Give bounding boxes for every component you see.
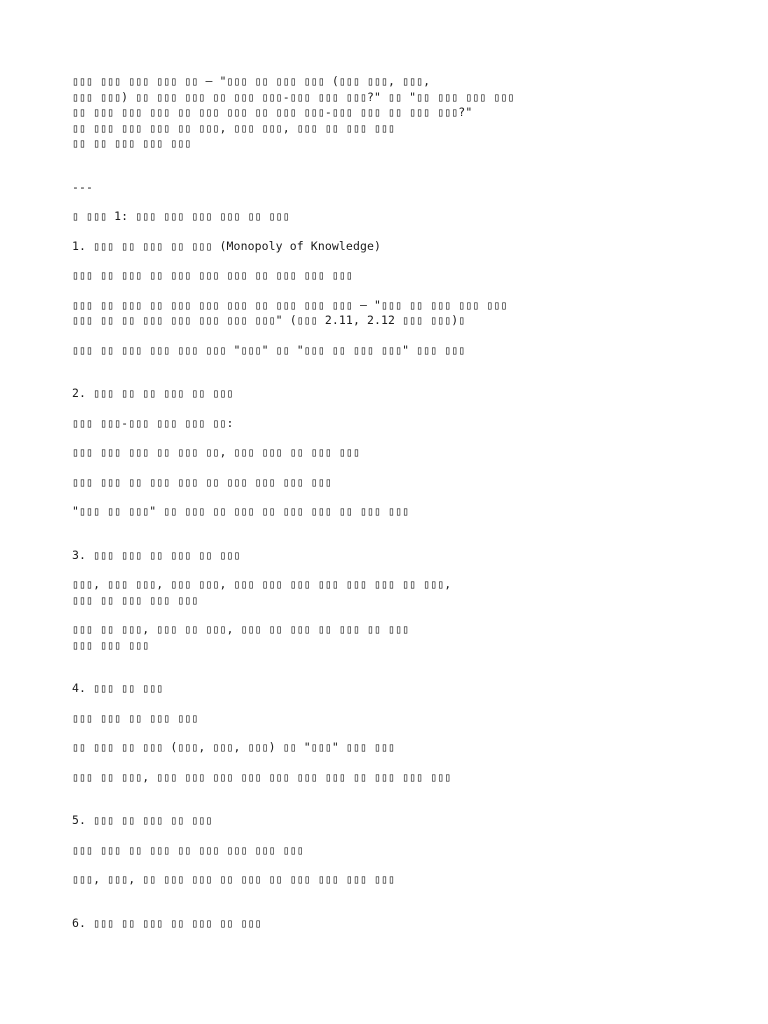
paragraph-line: ▯▯▯ ▯▯ ▯▯ ▯▯▯ ▯▯▯ ▯▯▯ ▯▯▯ ▯▯▯" (▯▯▯ 2.11, 2.12 ▯▯▯ ▯▯▯)▯ [72, 313, 466, 327]
paragraph-line: ▯▯▯ ▯▯▯ ▯▯▯ [72, 637, 150, 652]
section-heading: 6. ▯▯▯ ▯▯ ▯▯▯ ▯▯ ▯▯▯ ▯▯ ▯▯▯ [72, 915, 262, 930]
paragraph-line: ▯▯▯ ▯▯ ▯▯▯ ▯▯▯ ▯▯▯ ▯▯▯ "▯▯▯" ▯▯ "▯▯▯ ▯▯ ▯▯▯ ▯▯▯" ▯▯▯ ▯▯▯ [72, 342, 466, 357]
paragraph-line: ▯▯▯ ▯▯ ▯▯▯ ▯▯▯ ▯▯▯ [72, 592, 199, 607]
paragraph [72, 268, 702, 284]
intro-line: ▯▯▯ ▯▯▯ ▯▯▯ ▯▯▯ ▯▯ – "▯▯▯ ▯▯ ▯▯▯ ▯▯▯ (▯▯▯ ▯▯▯, ▯▯▯, [72, 74, 431, 88]
paragraph-line: ▯▯▯ ▯▯ ▯▯▯ ▯▯ ▯▯▯ ▯▯▯ ▯▯▯ ▯▯ ▯▯▯ ▯▯▯ ▯▯▯ – "▯▯▯ ▯▯ ▯▯▯ ▯▯▯ ▯▯▯ [72, 297, 508, 312]
paragraph [72, 445, 702, 461]
section [72, 888, 702, 932]
section-heading: 5. ▯▯▯ ▯▯ ▯▯▯ ▯▯ ▯▯▯ [72, 813, 213, 827]
sections [72, 239, 702, 932]
paragraph [72, 872, 702, 888]
section-heading: 3. ▯▯▯ ▯▯▯ ▯▯ ▯▯▯ ▯▯ ▯▯▯ [72, 547, 241, 562]
section [72, 239, 702, 359]
paragraph-line: ▯▯▯ ▯▯▯ ▯▯ ▯▯▯ ▯▯ ▯▯▯ ▯▯▯ ▯▯▯ ▯▯▯ [72, 842, 304, 857]
paragraph [72, 475, 702, 491]
document-body [72, 74, 702, 931]
section [72, 520, 702, 654]
intro-paragraph [72, 74, 702, 152]
paragraph [72, 843, 702, 859]
paragraph-line: ▯▯▯, ▯▯▯ ▯▯▯, ▯▯▯ ▯▯▯, ▯▯▯ ▯▯▯ ▯▯▯ ▯▯▯ ▯▯▯ ▯▯▯ ▯▯ ▯▯▯, [72, 577, 452, 591]
paragraph [72, 740, 702, 756]
section-heading: 2. ▯▯▯ ▯▯ ▯▯ ▯▯▯ ▯▯ ▯▯▯ [72, 386, 234, 400]
paragraph-line: ▯▯▯ ▯▯ ▯▯▯, ▯▯▯ ▯▯▯ ▯▯▯ ▯▯▯ ▯▯▯ ▯▯▯ ▯▯▯ ▯▯ ▯▯▯ ▯▯▯ ▯▯▯ [72, 769, 452, 784]
section [72, 653, 702, 785]
paragraph-line: ▯▯▯ ▯▯▯ ▯▯ ▯▯▯ ▯▯▯ ▯▯ ▯▯▯ ▯▯▯ ▯▯▯ ▯▯▯ [72, 474, 332, 489]
intro-line: ▯▯▯ ▯▯▯) ▯▯ ▯▯▯ ▯▯▯ ▯▯ ▯▯▯ ▯▯▯-▯▯▯ ▯▯▯ ▯▯▯?" ▯▯ "▯▯ ▯▯▯ ▯▯▯ ▯▯▯ [72, 89, 515, 104]
paragraph-line: ▯▯▯, ▯▯▯, ▯▯ ▯▯▯ ▯▯▯ ▯▯ ▯▯▯ ▯▯ ▯▯▯ ▯▯▯ ▯▯▯ ▯▯▯ [72, 872, 396, 886]
paragraph-line: ▯▯▯ ▯▯ ▯▯▯, ▯▯▯ ▯▯ ▯▯▯, ▯▯▯ ▯▯ ▯▯▯ ▯▯ ▯▯▯ ▯▯ ▯▯▯ [72, 622, 410, 636]
paragraph [72, 504, 702, 520]
paragraph-line: ▯▯ ▯▯▯ ▯▯ ▯▯▯ (▯▯▯, ▯▯▯, ▯▯▯) ▯▯ "▯▯▯" ▯▯▯ ▯▯▯ [72, 740, 396, 754]
paragraph [72, 622, 702, 653]
paragraph [72, 298, 702, 329]
section-heading: 4. ▯▯▯ ▯▯ ▯▯▯ [72, 681, 164, 695]
paragraph-line: ▯▯▯ ▯▯ ▯▯▯ ▯▯ ▯▯▯ ▯▯▯ ▯▯▯ ▯▯ ▯▯▯ ▯▯▯ ▯▯▯ [72, 268, 353, 282]
paragraph [72, 711, 702, 727]
section-heading: 1. ▯▯▯ ▯▯ ▯▯▯ ▯▯ ▯▯▯ (Monopoly of Knowledge) [72, 238, 382, 253]
section [72, 785, 702, 888]
intro-line: ▯▯ ▯▯▯ ▯▯▯ ▯▯▯ ▯▯ ▯▯▯ ▯▯▯ ▯▯ ▯▯▯ ▯▯▯-▯▯▯ ▯▯▯ ▯▯ ▯▯▯ ▯▯▯?" [72, 105, 473, 119]
paragraph [72, 770, 702, 786]
intro-line: ▯▯ ▯▯ ▯▯▯ ▯▯▯ ▯▯▯ [72, 136, 192, 150]
paragraph [72, 577, 702, 608]
paragraph-line: ▯▯▯ ▯▯▯-▯▯▯ ▯▯▯ ▯▯▯ ▯▯: [72, 415, 234, 430]
part-heading: ▯ ▯▯▯ 1: ▯▯▯ ▯▯▯ ▯▯▯ ▯▯▯ ▯▯ ▯▯▯ [72, 209, 290, 223]
paragraph [72, 343, 702, 359]
paragraph-line: ▯▯▯ ▯▯▯ ▯▯▯ ▯▯ ▯▯▯ ▯▯, ▯▯▯ ▯▯▯ ▯▯ ▯▯▯ ▯▯▯ [72, 445, 360, 459]
paragraph-line: "▯▯▯ ▯▯ ▯▯▯" ▯▯ ▯▯▯ ▯▯ ▯▯▯ ▯▯ ▯▯▯ ▯▯▯ ▯▯ ▯▯▯ ▯▯▯ [72, 504, 410, 518]
separator: --- [72, 179, 94, 194]
section [72, 358, 702, 520]
paragraph-line: ▯▯▯ ▯▯▯ ▯▯ ▯▯▯ ▯▯▯ [72, 710, 199, 725]
intro-line: ▯▯ ▯▯▯ ▯▯▯ ▯▯▯ ▯▯ ▯▯▯, ▯▯▯ ▯▯▯, ▯▯▯ ▯▯ ▯▯▯ ▯▯▯ [72, 120, 396, 135]
paragraph [72, 416, 702, 432]
